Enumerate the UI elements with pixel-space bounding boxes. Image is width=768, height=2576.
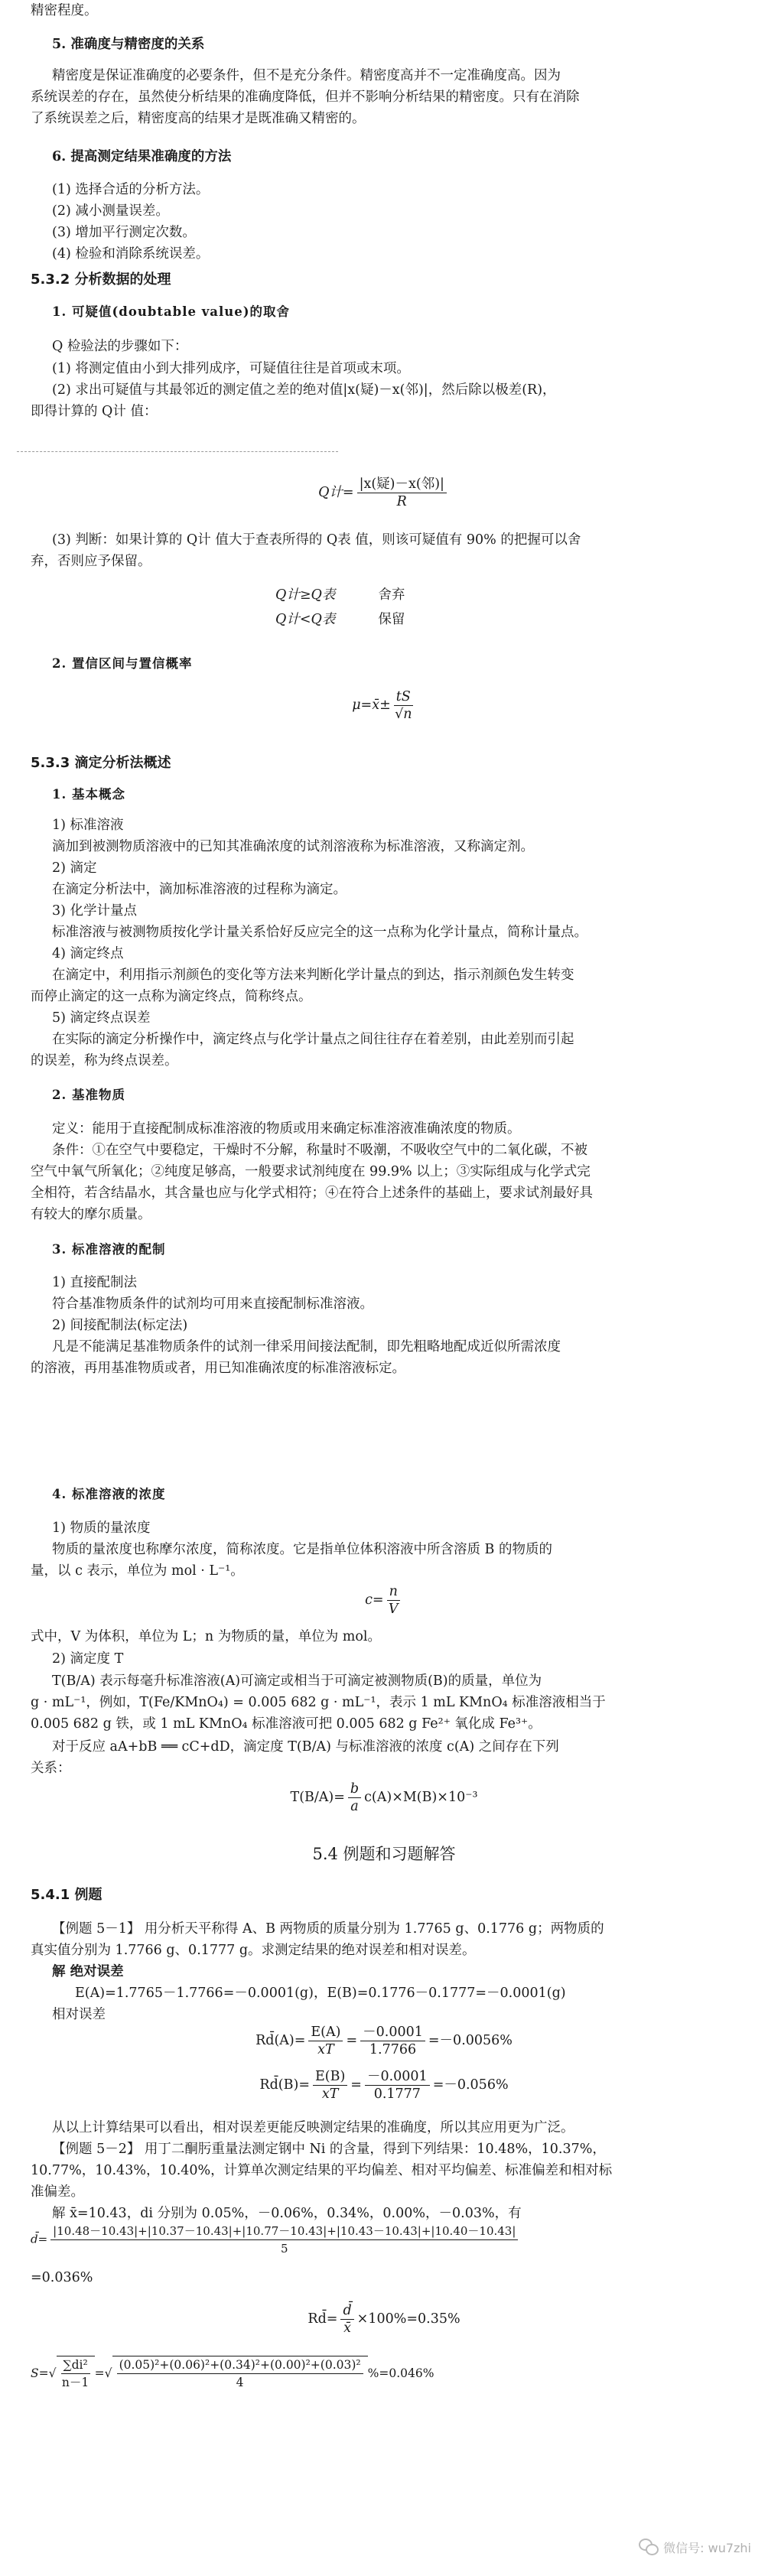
- rule-keep: Q计<Q表 保留: [275, 612, 405, 627]
- text-line: 而停止滴定的这一点称为滴定终点，简称终点。: [31, 989, 312, 1004]
- text-line: 对于反应 aA+bB ══ cC+dD，滴定度 T(B/A) 与标准溶液的浓度 c(A) 之间存在下列: [52, 1739, 559, 1755]
- page-divider: [17, 451, 338, 452]
- list-item: (3) 增加平行测定次数。: [52, 225, 196, 240]
- formula-line: E(A)=1.7765－1.7766=－0.0001(g)，E(B)=0.1776－0.1777=－0.0001(g): [75, 1986, 566, 2001]
- text-line: 条件：①在空气中要稳定，干燥时不分解，称量时不吸潮，不吸收空气中的二氧化碳，不被: [52, 1143, 587, 1158]
- formula-rdbar: Rd̄= $\frac{d̄}{x̄}$ ×100%=0.35%: [308, 2303, 460, 2336]
- subsection-heading: 2. 置信区间与置信概率: [52, 656, 193, 671]
- text-line: 全相符，若含结晶水，其含量也应与化学式相符；④在符合上述条件的基础上，要求试剂最好具: [31, 1186, 593, 1201]
- formula-result: =0.036%: [31, 2270, 93, 2285]
- heading: 5. 准确度与精密度的关系: [52, 37, 205, 52]
- wechat-icon: [639, 2539, 659, 2555]
- text-line: 真实值分别为 1.7766 g、0.1777 g。求测定结果的绝对误差和相对误差。: [31, 1943, 476, 1958]
- text-line: 凡是不能满足基准物质条件的试剂一律采用间接法配制，即先粗略地配成近似所需浓度: [52, 1339, 561, 1355]
- formula-rd-a: Rd̄(A)= $\frac{E(A)}{xT}$ = $\frac{-0.0001}{1.7766}$ =－0.0056%: [255, 2025, 513, 2057]
- list-item: (1) 选择合适的分析方法。: [52, 182, 210, 197]
- text-line: 相对误差: [52, 2007, 106, 2022]
- term-heading: 2) 滴定: [52, 860, 97, 876]
- text-line: 准偏差。: [31, 2184, 84, 2200]
- text-line: 在实际的滴定分析操作中，滴定终点与化学计量点之间往往存在着差别，由此差别而引起: [52, 1032, 574, 1047]
- section-heading: 5.3.2 分析数据的处理: [31, 272, 171, 288]
- term-heading: 2) 滴定度 T: [52, 1651, 124, 1667]
- term-heading: 4) 滴定终点: [52, 946, 124, 961]
- term-heading: 5) 滴定终点误差: [52, 1010, 151, 1026]
- heading: 6. 提高测定结果准确度的方法: [52, 149, 232, 164]
- text-line: 物质的量浓度也称摩尔浓度，简称浓度。它是指单位体积溶液中所含溶质 B 的物质的: [52, 1542, 552, 1557]
- text-line: 式中，V 为体积，单位为 L；n 为物质的量，单位为 mol。: [31, 1629, 382, 1644]
- text-line: g · mL⁻¹，例如，T(Fe/KMnO₄) = 0.005 682 g · mL⁻¹，表示 1 mL KMnO₄ 标准溶液相当于: [31, 1695, 606, 1710]
- text-line: 的溶液，再用基准物质或者，用已知准确浓度的标准溶液标定。: [31, 1361, 405, 1376]
- section-heading: 5.4.1 例题: [31, 1887, 103, 1903]
- text-line: 在滴定中，利用指示剂颜色的变化等方法来判断化学计量点的到达，指示剂颜色发生转变: [52, 968, 574, 983]
- subsection-heading: 4. 标准溶液的浓度: [52, 1487, 166, 1501]
- text-line: 空气中氧气所氧化；②纯度足够高，一般要求试剂纯度在 99.9% 以上；③实际组成与化学式完: [31, 1164, 591, 1179]
- text-line: 从以上计算结果可以看出，相对误差更能反映测定结果的准确度，所以其应用更为广泛。: [52, 2120, 574, 2135]
- text-line: 滴加到被测物质溶液中的已知其准确浓度的试剂溶液称为标准溶液，又称滴定剂。: [52, 839, 534, 854]
- text-line: 精密程度。: [31, 3, 98, 18]
- section-heading: 5.3.3 滴定分析法概述: [31, 755, 171, 771]
- formula-q: Q计= $\frac{\text{|x(疑)－x(邻)|}}{R}$: [0, 476, 768, 510]
- solution-label: 解 绝对误差: [52, 1964, 124, 1979]
- text-line: 0.005 682 g 铁，或 1 mL KMnO₄ 标准溶液可把 0.005 682 g Fe²⁺ 氧化成 Fe³⁺。: [31, 1716, 542, 1732]
- term-heading: 1) 直接配制法: [52, 1275, 138, 1290]
- text-line: 精密度是保证准确度的必要条件，但不是充分条件。精密度高并不一定准确度高。因为: [52, 68, 561, 83]
- text-line: (1) 将测定值由小到大排列成序，可疑值往往是首项或末项。: [52, 361, 410, 376]
- watermark-text: 微信号: wu7zhi: [663, 2540, 751, 2555]
- text-line: 关系：: [31, 1761, 71, 1776]
- text-line: 有较大的摩尔质量。: [31, 1207, 151, 1222]
- text-line: 标准溶液与被测物质按化学计量关系恰好反应完全的这一点称为化学计量点，简称计量点。: [52, 925, 587, 940]
- example-line: 【例题 5－1】 用分析天平称得 A、B 两物质的质量分别为 1.7765 g、0.1776 g；两物质的: [52, 1921, 604, 1937]
- formula-titer: T(B/A)= $\frac{b}{a}$ c(A)×M(B)×10⁻³: [290, 1781, 478, 1814]
- formula-dbar: d̄= |10.48－10.43|+|10.37－10.43|+|10.77－10.43|+|10.43－10.43|+|10.40－10.43| 5: [31, 2223, 742, 2257]
- chapter-heading: 5.4 例题和习题解答: [312, 1845, 456, 1863]
- formula-c: c= $\frac{n}{V}$: [0, 1583, 768, 1618]
- term-heading: 1) 标准溶液: [52, 818, 124, 833]
- text-line: 了系统误差之后，精密度高的结果才是既准确又精密的。: [31, 111, 366, 126]
- subsection-heading: 1. 基本概念: [52, 787, 125, 802]
- text-line: (3) 判断：如果计算的 Q计 值大于查表所得的 Q表 值，则该可疑值有 90% 的把握可以舍: [52, 532, 581, 548]
- watermark: [639, 2535, 751, 2559]
- text-line: 即得计算的 Q计 值：: [31, 404, 158, 419]
- term-heading: 3) 化学计量点: [52, 903, 138, 919]
- text-line: 弃，否则应予保留。: [31, 554, 151, 569]
- subsection-heading: 3. 标准溶液的配制: [52, 1242, 166, 1257]
- text-line: Q 检验法的步骤如下：: [52, 339, 188, 354]
- list-item: (2) 减小测量误差。: [52, 203, 169, 219]
- term-heading: 1) 物质的量浓度: [52, 1521, 151, 1536]
- solution-line: 解 x̄=10.43，di 分别为 0.05%，－0.06%，0.34%，0.00%，－0.03%，有: [52, 2206, 522, 2221]
- text-line: 在滴定分析法中，滴加标准溶液的过程称为滴定。: [52, 882, 347, 897]
- example-line: 【例题 5－2】 用丁二酮肟重量法测定钢中 Ni 的含量，得到下列结果：10.48%，10.37%，: [52, 2142, 606, 2157]
- text-line: 的误差，称为终点误差。: [31, 1053, 178, 1068]
- text-line: 符合基准物质条件的试剂均可用来直接配制标准溶液。: [52, 1296, 373, 1312]
- formula-rd-b: Rd̄(B)= $\frac{E(B)}{xT}$ = $\frac{-0.0001}{0.1777}$ =－0.056%: [259, 2069, 509, 2102]
- rule-reject: Q计≥Q表 舍弃: [275, 587, 405, 603]
- text-line: T(B/A) 表示每毫升标准溶液(A)可滴定或相当于可滴定被测物质(B)的质量，单位为: [52, 1673, 542, 1689]
- formula-s: S=√ $\frac{\text{∑di²}}{n-1}$ =√ $\frac{\text{(0.05)²+(0.06)²+(0.34)²+(0.00)²+(0.03)²}}{4}$ %=0.046%: [31, 2356, 742, 2391]
- subsection-heading: 2. 基准物质: [52, 1088, 125, 1102]
- formula-mu: μ=x̄± $\frac{tS}{√n}$: [352, 689, 412, 722]
- text-line: 量，以 c 表示，单位为 mol · L⁻¹。: [31, 1563, 244, 1579]
- term-heading: 2) 间接配制法(标定法): [52, 1318, 188, 1333]
- text-line: 系统误差的存在，虽然使分析结果的准确度降低，但并不影响分析结果的精密度。只有在消除: [31, 89, 580, 105]
- subsection-heading: 1. 可疑值(doubtable value)的取舍: [52, 304, 291, 319]
- list-item: (4) 检验和消除系统误差。: [52, 246, 210, 262]
- text-line: 10.77%，10.43%，10.40%，计算单次测定结果的平均偏差、相对平均偏差、标准偏差和相对标: [31, 2163, 613, 2178]
- text-line: 定义：能用于直接配制成标准溶液的物质或用来确定标准溶液准确浓度的物质。: [52, 1121, 521, 1137]
- text-line: (2) 求出可疑值与其最邻近的测定值之差的绝对值|x(疑)－x(邻)|，然后除以极差(R)，: [52, 382, 556, 398]
